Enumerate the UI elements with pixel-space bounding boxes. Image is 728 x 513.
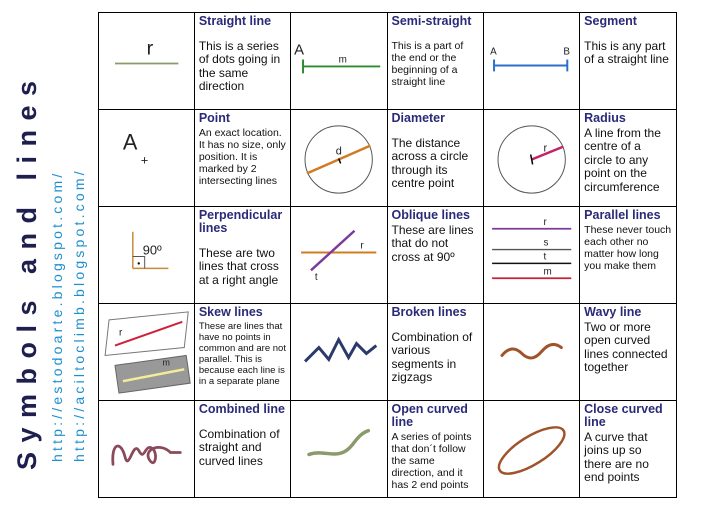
closed-curve-desc: A curve that joins up so there are no end points [584,429,649,484]
wavy-line-title: Wavy line [584,304,642,319]
radius-title: Radius [584,110,626,125]
combined-line-title: Combined line [198,401,285,416]
broken-line-desc: Combination of various segments in zigzags [391,329,473,384]
symbols-grid [98,12,676,497]
straight-line-desc: This is a series of dots going in the same direction [198,38,281,93]
perpendicular-desc: These are two lines that cross at a right angle [198,245,279,287]
semi-straight-title: Semi-straight [391,13,472,28]
skew-card [194,303,291,401]
parallel-title: Parallel lines [584,207,661,222]
oblique-r-label: r [360,240,364,252]
oblique-t-label: t [315,271,318,283]
straight-r-label: r [146,37,153,60]
point-desc: An exact location. It has no size, only position. It is marked by 2 intersecting lines [198,126,286,187]
parallel-t-label: t [543,250,547,262]
semi-straight-card [387,12,484,110]
semi-m-label: m [338,53,348,65]
open-curve-card [387,400,484,498]
oblique-title: Oblique lines [391,207,470,222]
perpendicular-card [194,206,291,304]
point-A-label: A [122,129,137,155]
perp-angle-label: 90º [142,242,162,258]
parallel-r-label: r [543,216,547,228]
open-curve-desc: A series of points that don´t follow the same direction, and it has 2 end points [391,430,472,491]
diameter-title: Diameter [391,110,445,125]
oblique-figure [290,206,387,304]
segment-A-label: A [489,46,497,58]
poster-title: Symbols and lines [12,71,42,470]
radius-card [579,109,676,207]
point-title: Point [198,110,231,125]
straight-line-title: Straight line [198,13,272,28]
blog-url-1[interactable]: http://estodoarte.blogspot.com/ [49,170,65,462]
segment-figure [483,12,580,110]
combined-line-figure [98,400,195,498]
perpendicular-title: Perpendicular lines [198,207,283,235]
skew-figure [98,303,195,401]
broken-line-card [387,303,484,401]
skew-desc: These are lines that have no points in common and are not parallel. This is because each line is in a separate plane [198,320,286,387]
open-curve-figure [290,400,387,498]
diameter-card [387,109,484,207]
diameter-figure [290,109,387,207]
segment-B-label: B [563,46,570,58]
segment-desc: This is any part of a straight line [584,38,669,66]
radius-desc: A line from the centre of a circle to any point on the circumference [584,125,661,194]
closed-curve-card [579,400,676,498]
skew-m-label: m [161,356,170,367]
point-card [194,109,291,207]
skew-title: Skew lines [198,304,263,319]
semi-straight-desc: This is a part of the end or the beginning of a straight line [391,39,464,88]
straight-line-figure [98,12,195,110]
closed-curve-title: Close curved line [584,401,663,429]
parallel-card [579,206,676,304]
closed-curve-figure [483,400,580,498]
blog-url-2[interactable]: http://aciltoclimb.blogspot.com/ [71,168,87,462]
oblique-desc: These are lines that do not cross at 90º [391,222,474,264]
combined-line-desc: Combination of straight and curved lines [198,426,280,468]
side-titles [0,0,96,513]
parallel-figure [483,206,580,304]
wavy-line-figure [483,303,580,401]
parallel-s-label: s [543,237,549,249]
radius-figure [483,109,580,207]
combined-line-card [194,400,291,498]
segment-title: Segment [584,13,637,28]
perpendicular-figure [98,206,195,304]
oblique-card [387,206,484,304]
point-mark: + [140,151,148,167]
broken-line-figure [290,303,387,401]
point-figure [98,109,195,207]
radius-r-label: r [543,142,547,155]
wavy-line-card [579,303,676,401]
parallel-m-label: m [543,265,552,277]
wavy-line-desc: Two or more open curved lines connected together [584,319,668,374]
straight-line-card [194,12,291,110]
diameter-d-label: d [335,145,342,158]
diameter-desc: The distance across a circle through its centre point [391,135,469,190]
open-curve-title: Open curved line [391,401,468,429]
broken-line-title: Broken lines [391,304,467,319]
semi-straight-figure [290,12,387,110]
segment-card [579,12,676,110]
skew-r-label: r [118,327,122,339]
parallel-desc: These never touch each other no matter how long you make them [584,223,672,272]
semi-A-label: A [294,42,305,59]
